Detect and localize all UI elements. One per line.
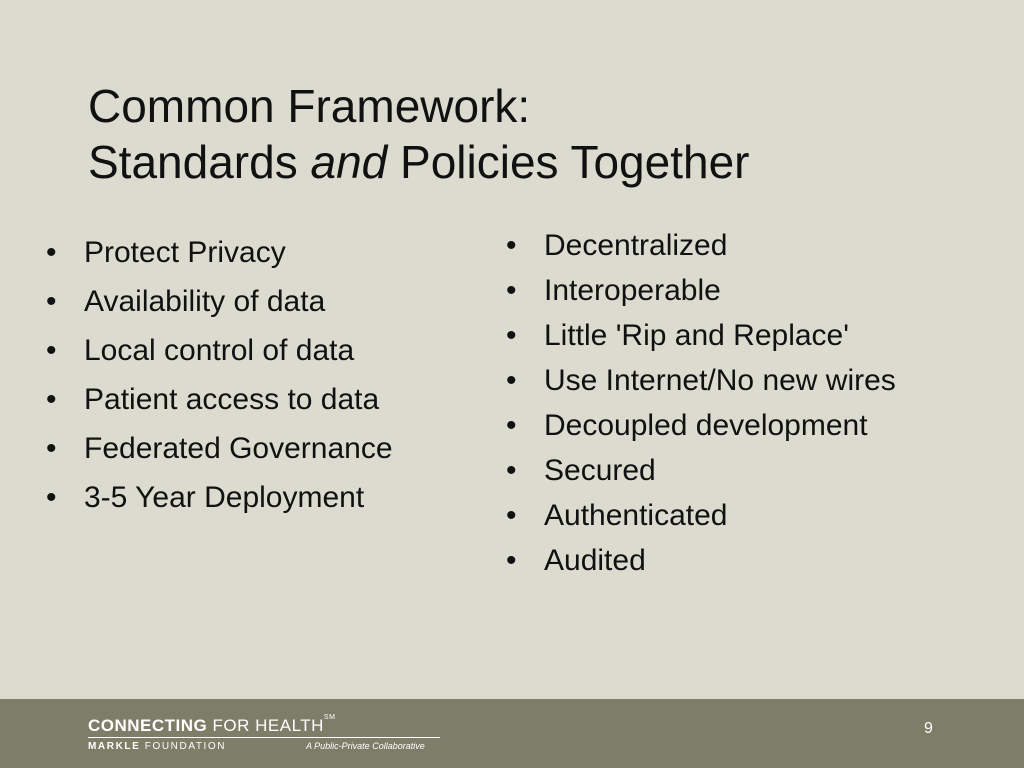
list-item-text: Decoupled development xyxy=(544,409,868,442)
logo-foundation xyxy=(88,741,226,752)
title-emphasis: and xyxy=(310,136,388,188)
list-item-text: Use Internet/No new wires xyxy=(544,364,896,397)
list-item xyxy=(46,375,393,424)
bullet-icon: • xyxy=(506,319,517,352)
logo-divider xyxy=(88,737,440,738)
bullet-icon: • xyxy=(506,544,517,577)
bullet-icon: • xyxy=(46,236,57,269)
connecting-for-health-logo xyxy=(88,716,468,760)
logo-wordmark xyxy=(88,716,335,736)
footer-band xyxy=(0,699,1024,768)
bullet-icon: • xyxy=(506,499,517,532)
list-item-text: Secured xyxy=(544,454,656,487)
list-item-text: Availability of data xyxy=(84,285,326,318)
list-item xyxy=(46,228,393,277)
list-item-text: Patient access to data xyxy=(84,383,380,416)
logo-tagline: A Public-Private Collaborative xyxy=(306,741,425,751)
list-item xyxy=(506,358,896,403)
list-item-text: Authenticated xyxy=(544,499,728,532)
bullet-icon: • xyxy=(46,481,57,514)
list-item xyxy=(506,268,896,313)
page-number: 9 xyxy=(924,720,933,737)
list-item xyxy=(506,403,896,448)
list-item xyxy=(506,538,896,583)
bullet-icon: • xyxy=(46,383,57,416)
logo-foundation-bold: MARKLE xyxy=(88,741,145,752)
bullet-icon: • xyxy=(506,454,517,487)
logo-foundation-light: FOUNDATION xyxy=(144,741,227,752)
bullet-icon: • xyxy=(46,285,57,318)
list-item-text: Little 'Rip and Replace' xyxy=(544,319,849,352)
bullet-icon: • xyxy=(506,274,517,307)
list-item xyxy=(506,313,896,358)
title-line-2-start: Standards xyxy=(88,136,311,188)
list-item xyxy=(46,424,393,473)
logo-wordmark-bold: CONNECTING xyxy=(88,716,208,735)
left-bullet-list xyxy=(46,228,393,522)
list-item-text: Federated Governance xyxy=(84,432,393,465)
service-mark: SM xyxy=(323,714,336,721)
bullet-icon: • xyxy=(46,432,57,465)
list-item xyxy=(46,326,393,375)
list-item-text: Audited xyxy=(544,544,646,577)
list-item xyxy=(46,473,393,522)
list-item xyxy=(46,277,393,326)
title-line-2-end: Policies Together xyxy=(387,136,750,188)
list-item-text: Protect Privacy xyxy=(84,236,286,269)
list-item-text: 3-5 Year Deployment xyxy=(84,481,365,514)
bullet-icon: • xyxy=(506,364,517,397)
title-line-2 xyxy=(88,134,988,190)
logo-wordmark-light: FOR HEALTH xyxy=(207,716,324,735)
title-line-1: Common Framework: xyxy=(88,80,531,132)
list-item-text: Decentralized xyxy=(544,229,728,262)
right-bullet-list xyxy=(506,223,896,583)
bullet-icon: • xyxy=(506,409,517,442)
slide-title xyxy=(88,78,988,190)
bullet-icon: • xyxy=(46,334,57,367)
list-item xyxy=(506,223,896,268)
list-item-text: Local control of data xyxy=(84,334,355,367)
bullet-icon: • xyxy=(506,229,517,262)
list-item-text: Interoperable xyxy=(544,274,721,307)
list-item xyxy=(506,448,896,493)
list-item xyxy=(506,493,896,538)
